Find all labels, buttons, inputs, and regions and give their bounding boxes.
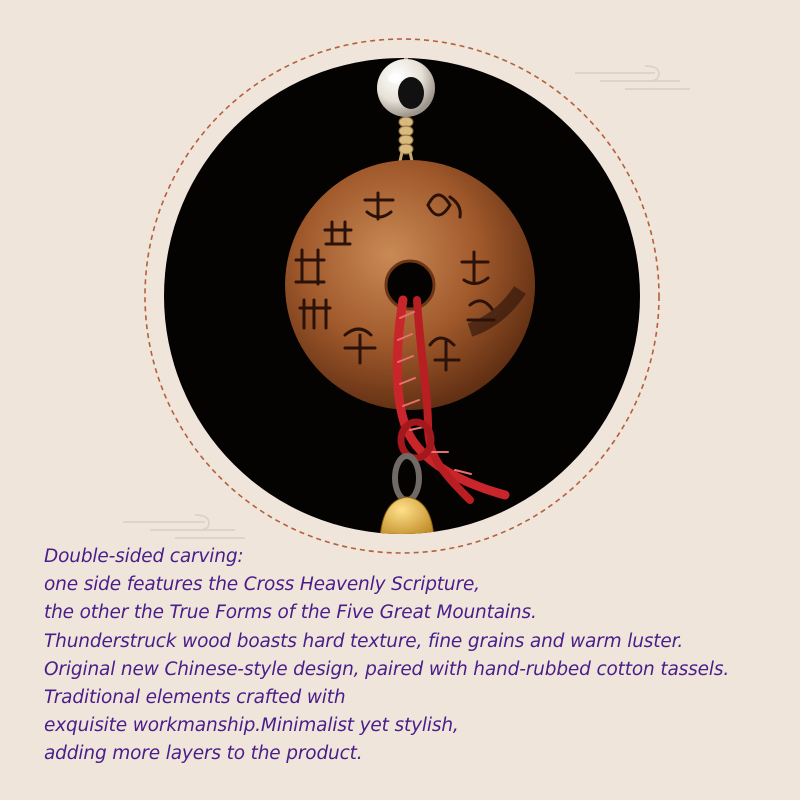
description-line: Double-sided carving: xyxy=(44,546,244,567)
description-line: one side features the Cross Heavenly Scripture, xyxy=(44,574,480,596)
description-line: Thunderstruck wood boasts hard texture, fine grains and warm luster. xyxy=(44,630,684,652)
description-line: Original new Chinese-style design, paired with hand-rubbed cotton tassels. xyxy=(44,658,730,680)
wooden-disc-pendant xyxy=(285,160,535,410)
description-line: exquisite workmanship.Minimalist yet stylish, xyxy=(44,715,459,737)
product-description xyxy=(44,543,794,769)
cloud-ornament-bottom-left xyxy=(123,515,245,538)
description-line: the other the True Forms of the Five Great Mountains. xyxy=(44,602,537,624)
product-photo xyxy=(150,40,660,550)
description-line: Traditional elements crafted with xyxy=(44,687,346,709)
cloud-ornament-top-right xyxy=(575,66,690,89)
white-bead xyxy=(377,59,435,117)
description-line: adding more layers to the product. xyxy=(44,743,363,765)
